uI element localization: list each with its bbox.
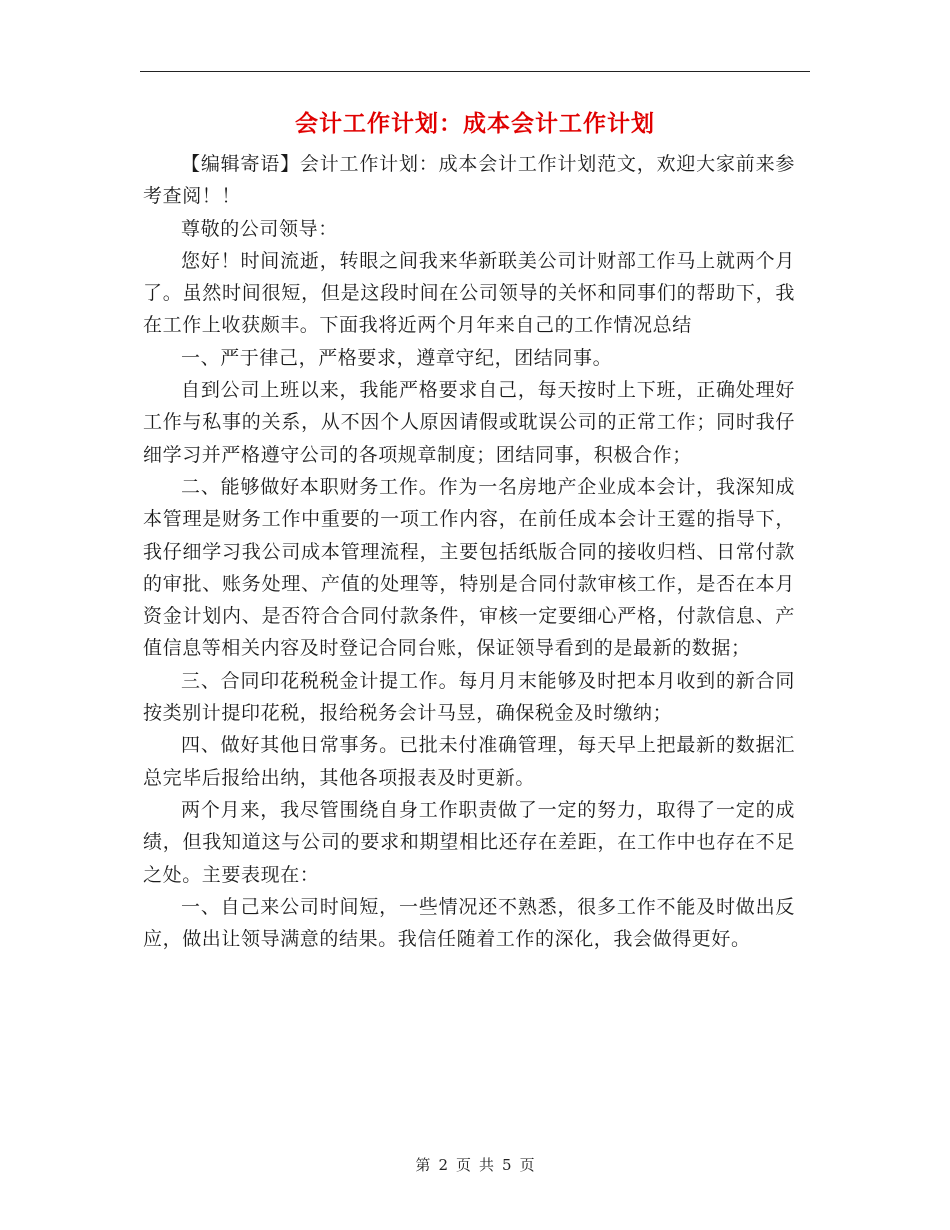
section-paragraph-2: 二、能够做好本职财务工作。作为一名房地产企业成本会计，我深知成本管理是财务工作中重要的一项工作内容，在前任成本会计王霆的指导下，我仔细学习我公司成本管理流程，主要包括纸版合同的接收归档、日常付款的审批、账务处理、产值的处理等，特别是合同付款审核工作，是否在本月资金计划内、是否符合合同付款条件，审核一定要细心严格，付款信息、产值信息等相关内容及时登记合同台账，保证领导看到的是最新的数据； [143,475,795,660]
page-footer [0,1154,950,1175]
body-paragraph: 您好！时间流逝，转眼之间我来华新联美公司计财部工作马上就两个月了。虽然时间很短，但是这段时间在公司领导的关怀和同事们的帮助下，我在工作上收获颇丰。下面我将近两个月年来自己的工作情况总结 [143,249,795,337]
section-paragraph-3: 三、合同印花税税金计提工作。每月月末能够及时把本月收到的新合同按类别计提印花税，报给税务会计马昱，确保税金及时缴纳； [143,669,795,725]
document-title: 会计工作计划：成本会计工作计划 [295,110,655,137]
salutation-paragraph: 尊敬的公司领导： [181,217,338,240]
footer-page-label: 页 [455,1156,471,1174]
footer-total-label: 共 [479,1156,495,1174]
shortcoming-paragraph-1: 一、自己来公司时间短，一些情况还不熟悉，很多工作不能及时做出反应，做出让领导满意的结果。我信任随着工作的深化，我会做得更好。 [143,895,795,951]
body-paragraph: 自到公司上班以来，我能严格要求自己，每天按时上下班，正确处理好工作与私事的关系，从不因个人原因请假或耽误公司的正常工作；同时我仔细学习并严格遵守公司的各项规章制度；团结同事，积极合作； [143,379,795,466]
footer-page-number: 2 [438,1156,448,1174]
footer-prefix: 第 [415,1156,431,1174]
footer-suffix: 页 [519,1156,535,1174]
section-heading-1: 一、严于律己，严格要求，遵章守纪，团结同事。 [181,346,613,369]
section-paragraph-4: 四、做好其他日常事务。已批未付准确管理，每天早上把最新的数据汇总完毕后报给出纳，其他各项报表及时更新。 [143,734,795,789]
document-body [143,148,795,955]
header-rule [140,71,810,72]
footer-total-pages: 5 [502,1156,512,1174]
editor-note-paragraph: 【编辑寄语】会计工作计划：成本会计工作计划范文，欢迎大家前来参考查阅！！ [143,153,795,208]
body-paragraph: 两个月来，我尽管围绕自身工作职责做了一定的努力，取得了一定的成绩，但我知道这与公司的要求和期望相比还存在差距，在工作中也存在不足之处。主要表现在： [143,798,795,886]
